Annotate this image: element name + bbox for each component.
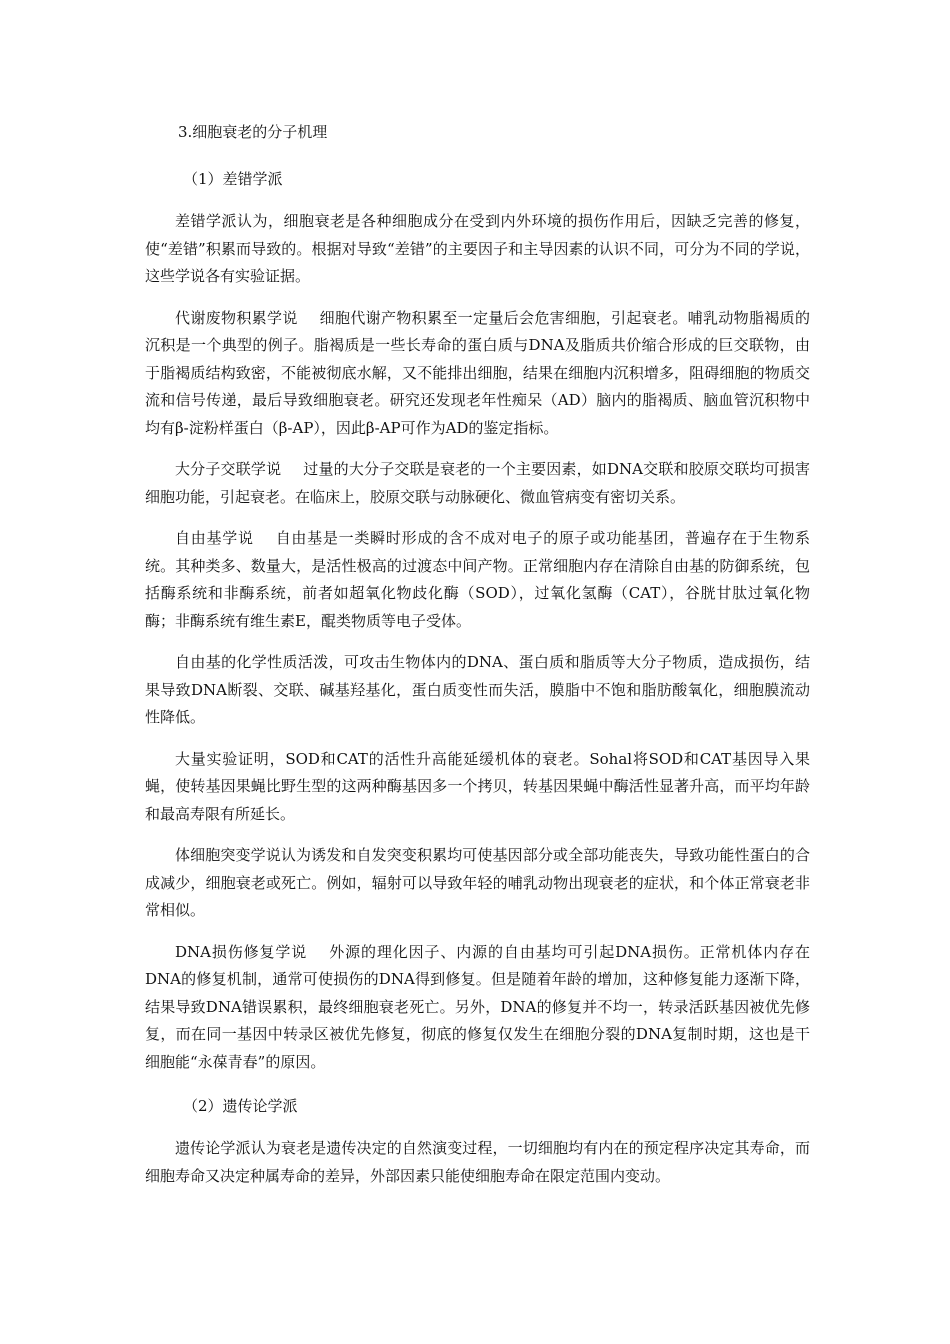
theory-name-free-radical: 自由基学说 [175, 529, 254, 547]
theory-name-crosslink: 大分子交联学说 [175, 460, 282, 478]
paragraph-dna-repair-theory [145, 939, 810, 1077]
theory-text-free-radical: 自由基是一类瞬时形成的含不成对电子的原子或功能基团，普遍存在于生物系统。其种类多、数量大，是活性极高的过渡态中间产物。正常细胞内存在清除自由基的防御系统，包括酶系统和非酶系统，前者如超氧化物歧化酶（SOD），过氧化氢酶（CAT），谷胱甘肽过氧化物酶；非酶系统有维生素E，醌类物质等电子受体。 [145, 529, 810, 630]
paragraph-free-radical-theory [145, 525, 810, 635]
theory-text-metabolic-waste: 细胞代谢产物积累至一定量后会危害细胞，引起衰老。哺乳动物脂褐质的沉积是一个典型的例子。脂褐质是一些长寿命的蛋白质与DNA及脂质共价缩合形成的巨交联物，由于脂褐质结构致密，不能被彻底水解，又不能排出细胞，结果在细胞内沉积增多，阻碍细胞的物质交流和信号传递，最后导致细胞衰老。研究还发现老年性痴呆（AD）脑内的脂褐质、脑血管沉积物中均有β-淀粉样蛋白（β-AP），因此β-AP可作为AD的鉴定指标。 [145, 308, 810, 437]
paragraph-error-school-intro: 差错学派认为，细胞衰老是各种细胞成分在受到内外环境的损伤作用后，因缺乏完善的修复，使“差错”积累而导致的。根据对导致“差错”的主要因子和主导因素的认识不同，可分为不同的学说，这些学说各有实验证据。 [145, 212, 810, 285]
paragraph-sod-cat-experiment: 大量实验证明，SOD和CAT的活性升高能延缓机体的衰老。Sohal将SOD和CAT基因导入果蝇，使转基因果蝇比野生型的这两种酶基因多一个拷贝，转基因果蝇中酶活性显著升高，而平均年龄和最高寿限有所延长。 [145, 749, 810, 823]
paragraph-metabolic-waste-theory [145, 305, 810, 443]
paragraph-somatic-mutation-theory: 体细胞突变学说认为诱发和自发突变积累均可使基因部分或全部功能丧失，导致功能性蛋白的合成减少，细胞衰老或死亡。例如，辐射可以导致年轻的哺乳动物出现衰老的症状，和个体正常衰老非常相似。 [145, 846, 810, 919]
subsection-title-genetic-school: （2）遗传论学派 [183, 1097, 298, 1115]
paragraph-crosslink-theory [145, 456, 810, 511]
theory-text-crosslink: 过量的大分子交联是衰老的一个主要因素，如DNA交联和胶原交联均可损害细胞功能，引起衰老。在临床上，胶原交联与动脉硬化、微血管病变有密切关系。 [145, 460, 810, 506]
theory-name-dna-repair: DNA损伤修复学说 [175, 942, 308, 961]
document-page [145, 122, 810, 1190]
theory-name-metabolic-waste: 代谢废物积累学说 [175, 308, 298, 327]
paragraph-free-radical-chemistry: 自由基的化学性质活泼，可攻击生物体内的DNA、蛋白质和脂质等大分子物质，造成损伤，结果导致DNA断裂、交联、碱基羟基化，蛋白质变性而失活，膜脂中不饱和脂肪酸氧化，细胞膜流动性降低。 [145, 653, 810, 726]
section-title: 3.细胞衰老的分子机理 [178, 123, 328, 141]
paragraph-genetic-school-intro: 遗传论学派认为衰老是遗传决定的自然演变过程，一切细胞均有内在的预定程序决定其寿命，而细胞寿命又决定种属寿命的差异，外部因素只能使细胞寿命在限定范围内变动。 [145, 1139, 810, 1185]
theory-text-dna-repair: 外源的理化因子、内源的自由基均可引起DNA损伤。正常机体内存在DNA的修复机制，通常可使损伤的DNA得到修复。但是随着年龄的增加，这种修复能力逐渐下降，结果导致DNA错误累积，最终细胞衰老死亡。另外，DNA的修复并不均一，转录活跃基因被优先修复，而在同一基因中转录区被优先修复，彻底的修复仅发生在细胞分裂的DNA复制时期，这也是干细胞能“永葆青春”的原因。 [145, 942, 810, 1071]
subsection-title-error-school: （1）差错学派 [183, 170, 283, 188]
